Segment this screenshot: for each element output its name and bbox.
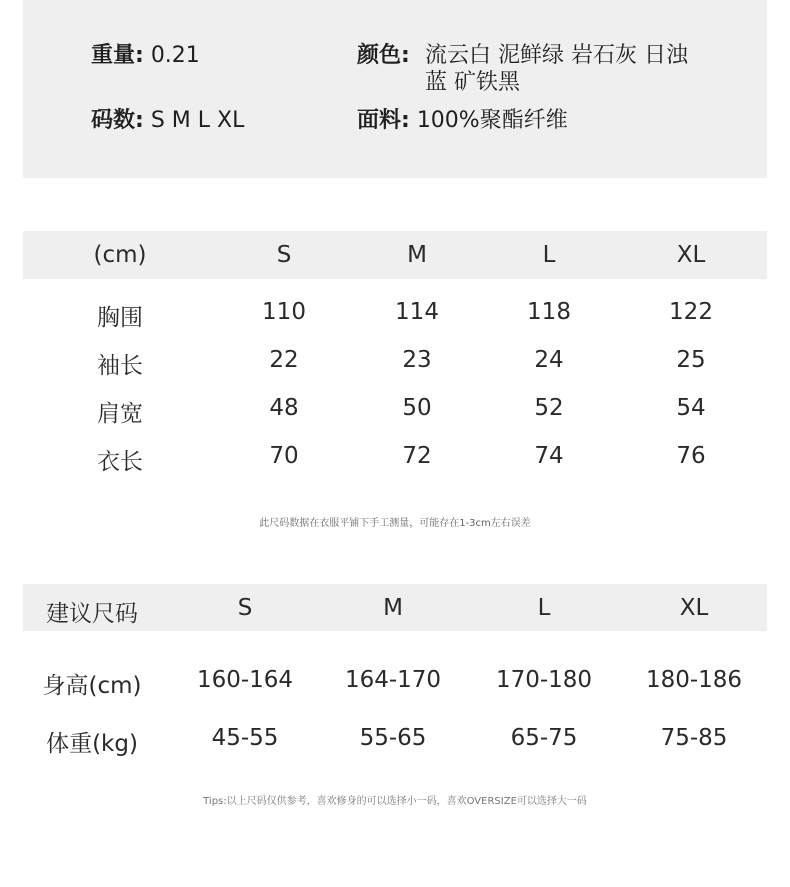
size-cell: 118 (527, 299, 571, 325)
fabric-info (357, 107, 568, 134)
sizes-label: 码数: (91, 108, 144, 133)
size-header-cell: S (276, 242, 292, 268)
size-tips: Tips:以上尺码仅供参考，喜欢修身的可以选择小一码，喜欢OVERSIZE可以选择大一码 (203, 796, 587, 807)
size-header-cell: L (542, 242, 556, 268)
fabric-label: 面料: (357, 108, 410, 133)
size-cell: 114 (395, 299, 439, 325)
size-header-cell: (cm) (93, 242, 147, 268)
size-cell: 24 (534, 347, 564, 373)
size-cell: 72 (402, 443, 432, 469)
size-row-label: 袖长 (97, 353, 143, 379)
weight-label: 重量: (91, 43, 144, 68)
color-value: 流云白 泥鲜绿 岩石灰 日浊蓝 矿铁黑 (425, 43, 688, 95)
recommend-header-cell: 建议尺码 (46, 601, 138, 627)
size-cell: 70 (269, 443, 299, 469)
recommend-cell: 160-164 (196, 667, 294, 693)
size-table-header (23, 231, 767, 279)
size-header-cell: M (407, 242, 427, 268)
recommend-cell: 45-55 (211, 725, 279, 751)
size-cell: 23 (402, 347, 432, 373)
recommend-cell: 65-75 (510, 725, 578, 751)
sizes-info (91, 107, 244, 134)
size-cell: 74 (534, 443, 564, 469)
weight-value: 0.21 (150, 43, 200, 68)
size-row-label: 衣长 (97, 449, 143, 475)
size-header-cell: XL (676, 242, 706, 268)
size-cell: 50 (402, 395, 432, 421)
recommend-cell: 55-65 (359, 725, 427, 751)
fabric-value: 100%聚酯纤维 (416, 108, 568, 133)
size-cell: 48 (269, 395, 299, 421)
recommend-row-label: 身高(cm) (42, 673, 142, 699)
size-cell: 76 (676, 443, 706, 469)
size-cell: 25 (676, 347, 706, 373)
size-cell: 110 (262, 299, 306, 325)
size-cell: 52 (534, 395, 564, 421)
recommend-header-cell: XL (679, 595, 709, 621)
recommend-cell: 164-170 (344, 667, 442, 693)
recommend-header-cell: L (537, 595, 551, 621)
color-info (357, 42, 697, 96)
recommend-table-header (23, 584, 767, 631)
sizes-value: S M L XL (150, 108, 245, 133)
size-cell: 122 (669, 299, 713, 325)
size-row-label: 肩宽 (97, 401, 143, 427)
weight-info (91, 42, 200, 69)
size-row-label: 胸围 (97, 305, 143, 331)
recommend-header-cell: M (383, 595, 403, 621)
color-label: 颜色: (357, 43, 410, 68)
recommend-cell: 75-85 (660, 725, 728, 751)
measurement-note: 此尺码数据在衣服平铺下手工测量，可能存在1-3cm左右误差 (259, 518, 531, 529)
size-cell: 22 (269, 347, 299, 373)
recommend-header-cell: S (237, 595, 253, 621)
recommend-cell: 180-186 (645, 667, 743, 693)
recommend-row-label: 体重(kg) (46, 731, 138, 757)
size-cell: 54 (676, 395, 706, 421)
recommend-cell: 170-180 (495, 667, 593, 693)
